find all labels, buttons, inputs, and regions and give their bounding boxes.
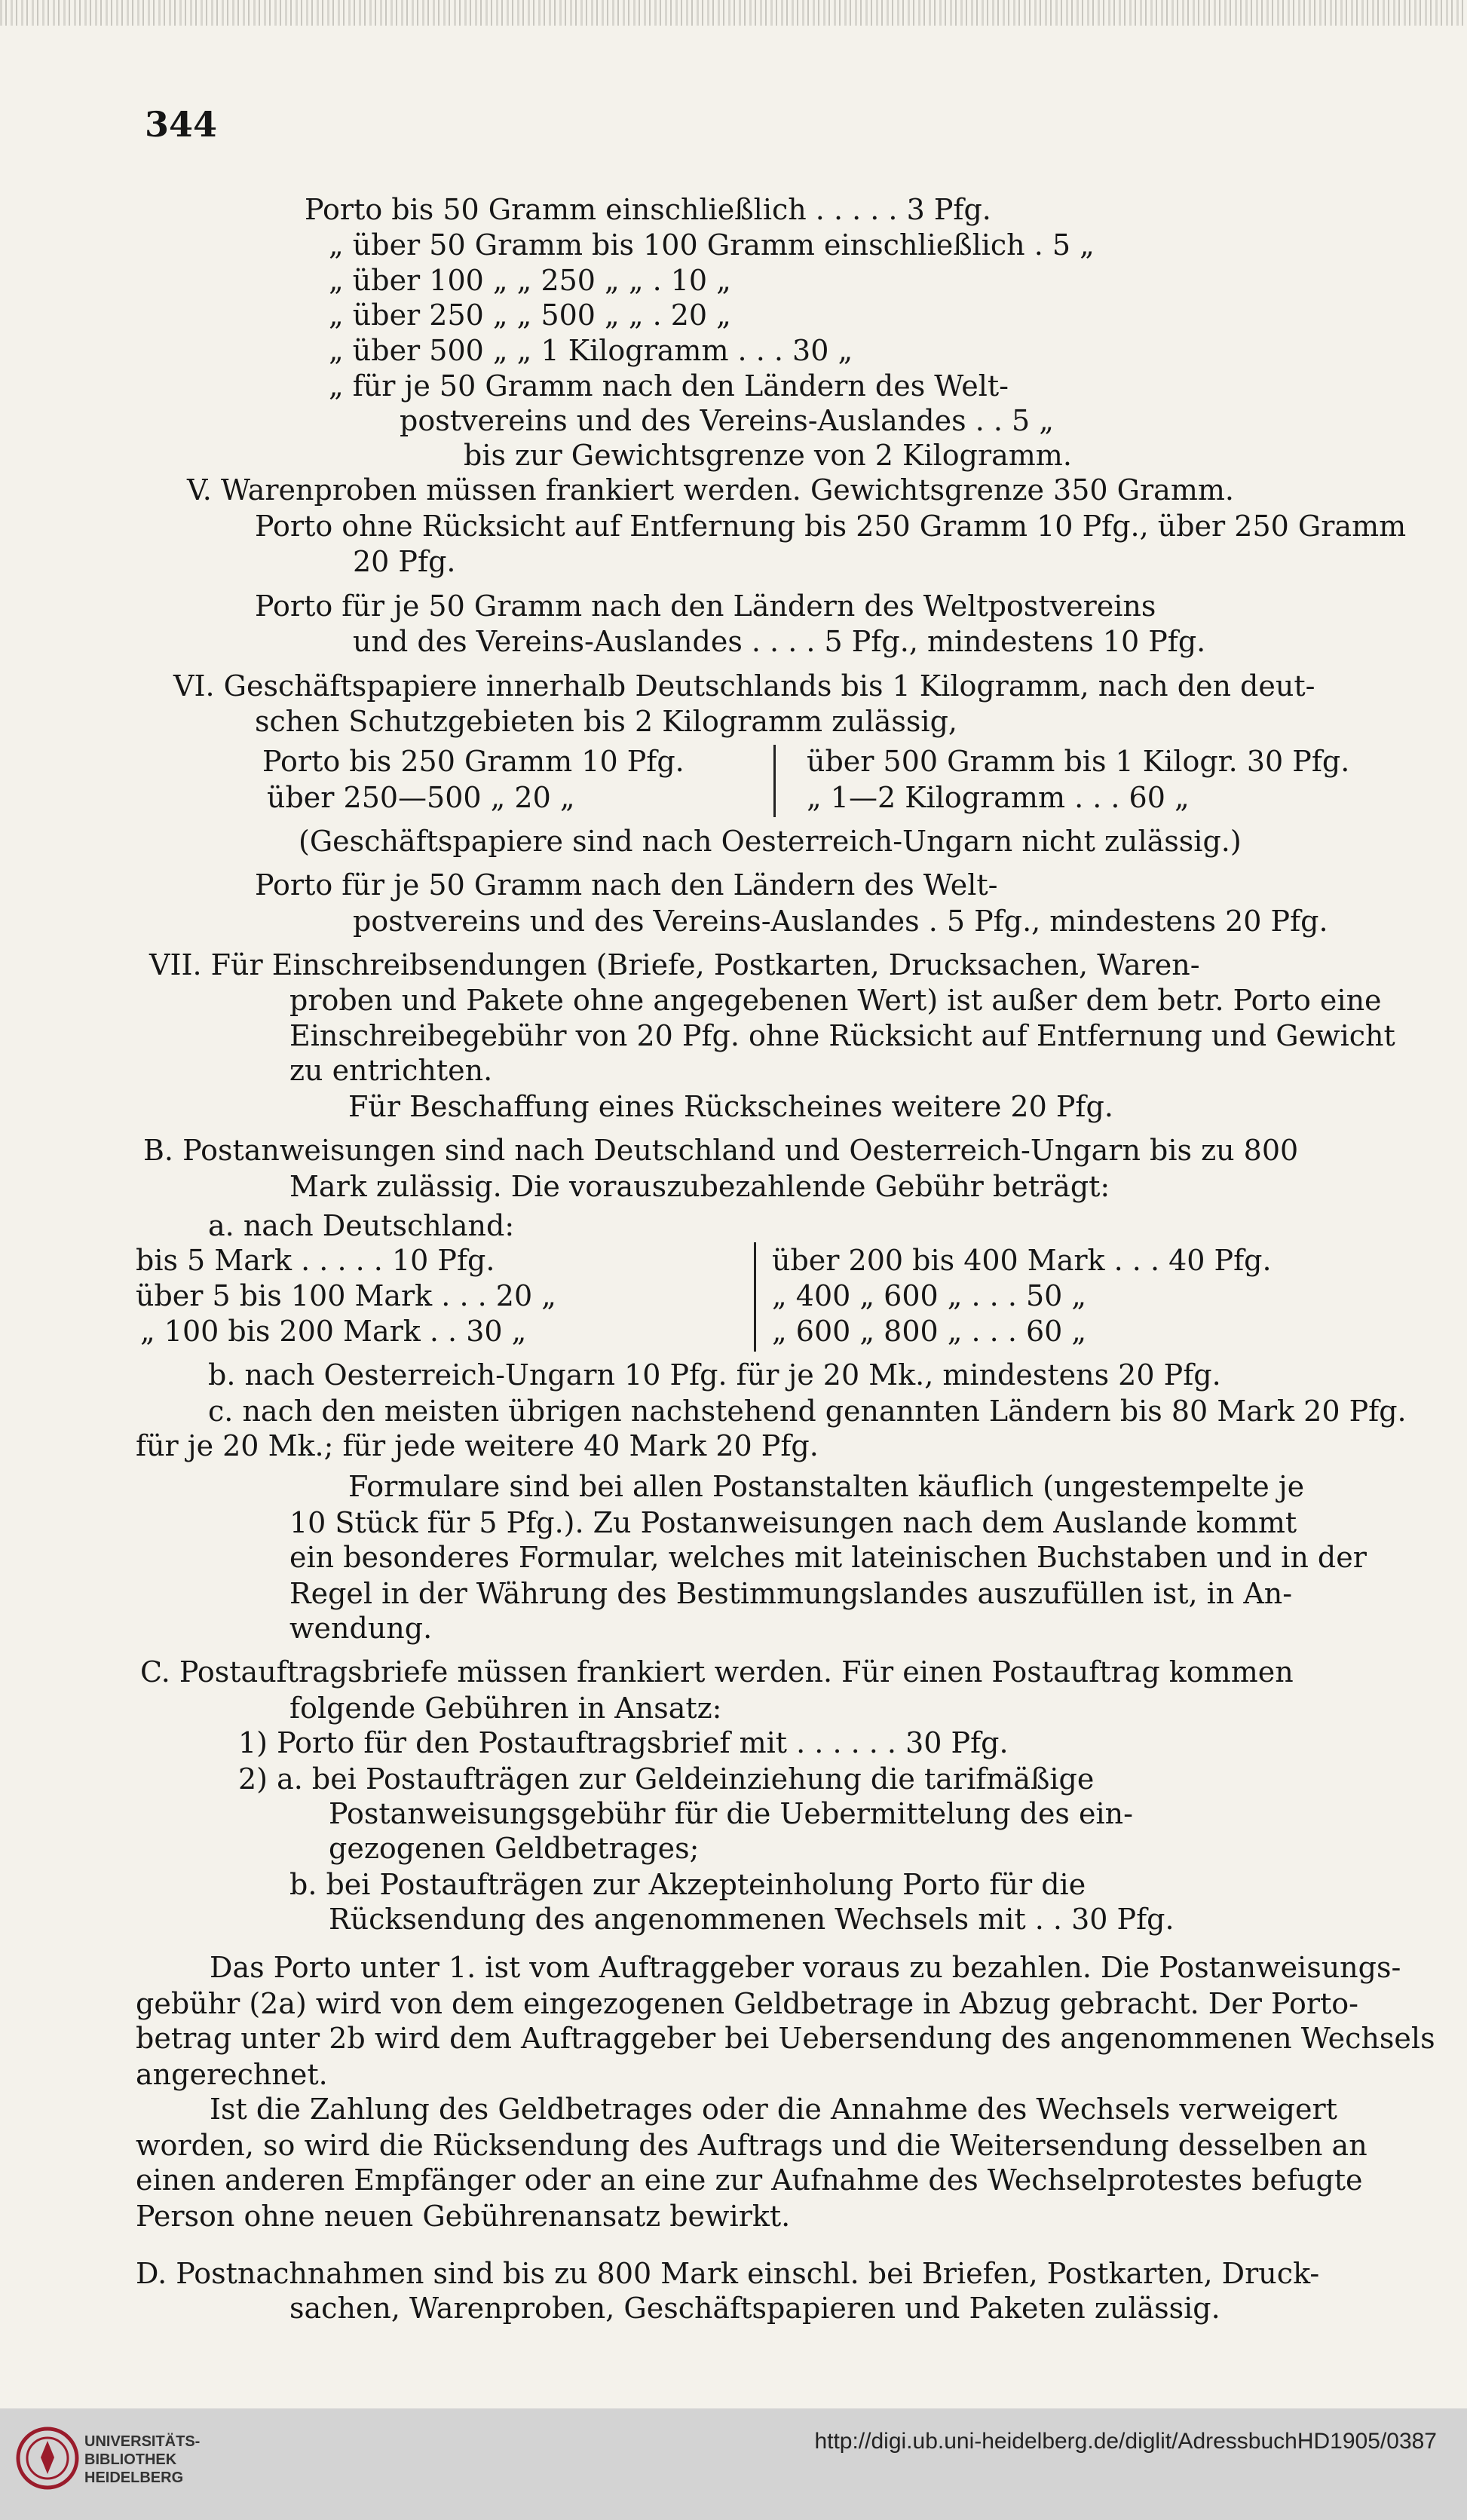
text-line: Mark zulässig. Die vorauszubezahlende Gebühr beträgt: [289, 1170, 1110, 1203]
table-cell: „ 400 „ 600 „ . . . 50 „ [772, 1279, 1087, 1312]
table-cell: über 250—500 „ 20 „ [267, 781, 575, 814]
table-cell: Porto bis 250 Gramm 10 Pfg. [262, 745, 684, 778]
library-name-line: HEIDELBERG [84, 2469, 184, 2486]
footer-bar [0, 2408, 1467, 2520]
text-line: wendung. [289, 1612, 433, 1645]
text-line: „ über 100 „ „ 250 „ „ . 10 „ [329, 264, 731, 297]
text-line: Person ohne neuen Gebührenansatz bewirkt. [136, 2200, 791, 2233]
text-line: sachen, Warenproben, Geschäftspapieren und Paketen zulässig. [289, 2292, 1220, 2325]
text-line: postvereins und des Vereins-Auslandes . 5 Pfg., mindestens 20 Pfg. [353, 905, 1328, 938]
university-seal-icon [15, 2426, 80, 2491]
section-vii-heading: VII. Für Einschreibsendungen (Briefe, Postkarten, Drucksachen, Waren- [149, 948, 1200, 981]
table-cell: „ 100 bis 200 Mark . . 30 „ [140, 1315, 527, 1348]
section-v-heading: V. Warenproben müssen frankiert werden. Gewichtsgrenze 350 Gramm. [187, 473, 1234, 507]
text-line: Für Beschaffung eines Rückscheines weitere 20 Pfg. [348, 1090, 1113, 1123]
table-divider [754, 1242, 756, 1352]
table-cell: über 500 Gramm bis 1 Kilogr. 30 Pfg. [807, 745, 1350, 778]
text-line: (Geschäftspapiere sind nach Oesterreich-Ungarn nicht zulässig.) [299, 825, 1242, 858]
section-b-heading: B. Postanweisungen sind nach Deutschland und Oesterreich-Ungarn bis zu 800 [143, 1134, 1299, 1167]
text-line: 2) a. bei Postaufträgen zur Geldeinziehung die tarifmäßige [238, 1762, 1095, 1796]
table-divider [773, 745, 776, 817]
text-line: 10 Stück für 5 Pfg.). Zu Postanweisungen nach dem Auslande kommt [289, 1506, 1297, 1539]
text-line: Porto für je 50 Gramm nach den Ländern des Weltpostvereins [255, 589, 1156, 623]
library-name-line: BIBLIOTHEK [84, 2451, 177, 2468]
text-line: schen Schutzgebieten bis 2 Kilogramm zulässig, [255, 705, 957, 738]
text-line: 1) Porto für den Postauftragsbrief mit . . . . . . 30 Pfg. [238, 1726, 1009, 1759]
text-line: a. nach Deutschland: [208, 1209, 515, 1242]
text-line: einen anderen Empfänger oder an eine zur Aufnahme des Wechselprotestes befugte [136, 2163, 1363, 2197]
text-line: c. nach den meisten übrigen nachstehend genannten Ländern bis 80 Mark 20 Pfg. [208, 1395, 1407, 1428]
text-line: für je 20 Mk.; für jede weitere 40 Mark 20 Pfg. [136, 1429, 819, 1462]
text-line: Formulare sind bei allen Postanstalten käuflich (ungestempelte je [348, 1470, 1305, 1503]
source-url-link[interactable]: http://digi.ub.uni-heidelberg.de/diglit/AdressbuchHD1905/0387 [814, 2429, 1437, 2454]
text-line: Postanweisungsgebühr für die Uebermittelung des ein- [329, 1797, 1133, 1830]
text-line: gezogenen Geldbetrages; [329, 1832, 700, 1865]
text-line: Ist die Zahlung des Geldbetrages oder die Annahme des Wechsels verweigert [210, 2093, 1337, 2126]
text-line: Rücksendung des angenommenen Wechsels mit . . 30 Pfg. [329, 1903, 1175, 1936]
text-line: und des Vereins-Auslandes . . . . 5 Pfg., mindestens 10 Pfg. [353, 625, 1206, 658]
text-line: 20 Pfg. [353, 545, 456, 578]
table-cell: „ 1—2 Kilogramm . . . 60 „ [807, 781, 1190, 814]
section-vi-heading: VI. Geschäftspapiere innerhalb Deutschlands bis 1 Kilogramm, nach den deut- [173, 669, 1315, 703]
library-name-line: UNIVERSITÄTS- [84, 2433, 201, 2450]
text-line: Porto bis 50 Gramm einschließlich . . . . . 3 Pfg. [305, 193, 991, 226]
text-line: Porto für je 50 Gramm nach den Ländern des Welt- [255, 868, 998, 902]
text-line: bis zur Gewichtsgrenze von 2 Kilogramm. [464, 439, 1072, 472]
text-line: Regel in der Währung des Bestimmungslandes auszufüllen ist, in An- [289, 1577, 1293, 1610]
text-line: folgende Gebühren in Ansatz: [289, 1692, 722, 1725]
section-d-heading: D. Postnachnahmen sind bis zu 800 Mark einschl. bei Briefen, Postkarten, Druck- [136, 2257, 1320, 2290]
scan-edge [0, 0, 1467, 26]
table-cell: über 5 bis 100 Mark . . . 20 „ [136, 1279, 556, 1312]
text-line: „ für je 50 Gramm nach den Ländern des Welt- [329, 369, 1009, 403]
text-line: „ über 500 „ „ 1 Kilogramm . . . 30 „ [329, 334, 853, 367]
text-line: „ über 250 „ „ 500 „ „ . 20 „ [329, 299, 731, 332]
table-cell: über 200 bis 400 Mark . . . 40 Pfg. [772, 1244, 1272, 1277]
text-line: zu entrichten. [289, 1054, 493, 1087]
text-line: „ über 50 Gramm bis 100 Gramm einschließlich . 5 „ [329, 228, 1095, 262]
text-line: b. nach Oesterreich-Ungarn 10 Pfg. für je 20 Mk., mindestens 20 Pfg. [208, 1358, 1221, 1392]
text-line: postvereins und des Vereins-Auslandes . . 5 „ [400, 404, 1054, 437]
text-line: ein besonderes Formular, welches mit lateinischen Buchstaben und in der [289, 1541, 1367, 1574]
table-cell: „ 600 „ 800 „ . . . 60 „ [772, 1315, 1087, 1348]
text-line: Einschreibegebühr von 20 Pfg. ohne Rücksicht auf Entfernung und Gewicht [289, 1019, 1395, 1052]
text-line: proben und Pakete ohne angegebenen Wert) ist außer dem betr. Porto eine [289, 984, 1382, 1017]
text-line: Das Porto unter 1. ist vom Auftraggeber voraus zu bezahlen. Die Postanweisungs- [210, 1951, 1401, 1984]
text-line: worden, so wird die Rücksendung des Auftrags und die Weitersendung desselben an [136, 2129, 1367, 2162]
text-line: b. bei Postaufträgen zur Akzepteinholung Porto für die [289, 1868, 1086, 1901]
table-cell: bis 5 Mark . . . . . 10 Pfg. [136, 1244, 495, 1277]
text-line: angerechnet. [136, 2058, 328, 2091]
text-line: gebühr (2a) wird von dem eingezogenen Geldbetrage in Abzug gebracht. Der Porto- [136, 1987, 1359, 2020]
text-line: Porto ohne Rücksicht auf Entfernung bis 250 Gramm 10 Pfg., über 250 Gramm [255, 510, 1407, 543]
page-number: 344 [145, 104, 218, 145]
text-line: betrag unter 2b wird dem Auftraggeber bei Uebersendung des angenommenen Wechsels [136, 2022, 1435, 2055]
section-c-heading: C. Postauftragsbriefe müssen frankiert werden. Für einen Postauftrag kommen [140, 1655, 1294, 1689]
